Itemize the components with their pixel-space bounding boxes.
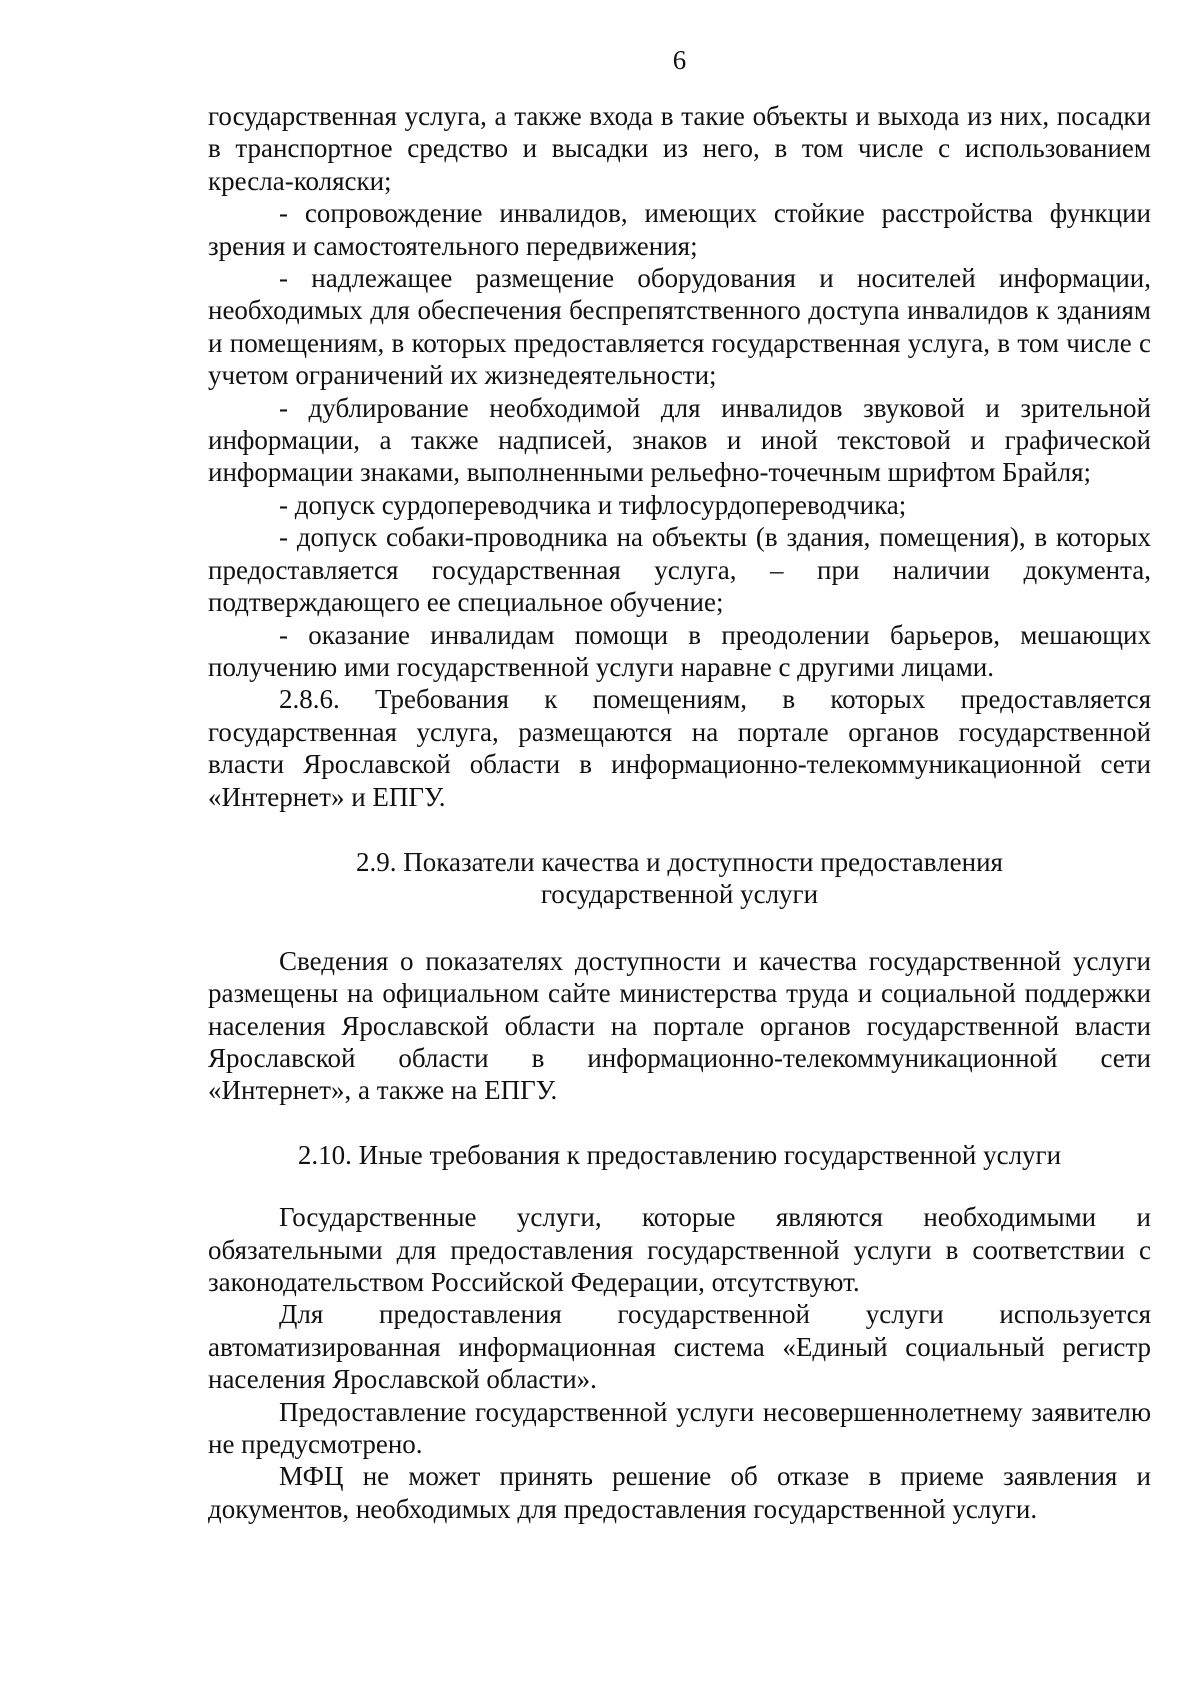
paragraph-2-10-mfc: МФЦ не может принять решение об отказе в приеме заявления и документов, необходимых для предоставления государственной услуги. [208,1461,1151,1524]
paragraph-continuation: государственная услуга, а также входа в такие объекты и выхода из них, посадки в транспортное средство и высадки из него, в том числе с использованием кресла-коляски; [208,101,1151,196]
paragraph-guide-dog: - допуск собаки-проводника на объекты (в здания, помещения), в которых предоставляется государственная услуга, – при наличии документа, подтверждающего ее специальное обучение; [208,522,1151,618]
page-number: 6 [672,45,687,75]
section-heading-2-9-line1: 2.9. Показатели качества и доступности предоставления [356,846,1003,877]
paragraph-2-9-info: Сведения о показателях доступности и качества государственной услуги размещены на официальном сайте министерства труда и социальной поддержки населения Ярославской области на портале органов государственной власти Ярославской области в информационно-телекоммуникационной сети «Интернет», а также на ЕПГУ. [208,945,1151,1106]
paragraph-sign-interpreter: - допуск сурдопереводчика и тифлосурдопереводчика; [279,489,907,520]
paragraph-barrier-assistance: - оказание инвалидам помощи в преодолении барьеров, мешающих получению ими государственной услуги наравне с другими лицами. [208,619,1151,682]
section-heading-2-9-line2: государственной услуги [540,879,819,910]
paragraph-equipment-placement: - надлежащее размещение оборудования и носителей информации, необходимых для обеспечения беспрепятственного доступа инвалидов к зданиям и помещениям, в которых предоставляется государственная услуга, в том числе с учетом ограничений их жизнедеятельности; [208,263,1151,391]
paragraph-2-10-minors: Предоставление государственной услуги несовершеннолетнему заявителю не предусмотрено. [208,1396,1151,1460]
paragraph-2-10-required-services: Государственные услуги, которые являются необходимыми и обязательными для предоставления государственной услуги в соответствии с законодательством Российской Федерации, отсутствуют. [208,1202,1151,1297]
paragraph-2-10-information-system: Для предоставления государственной услуги используется автоматизированная информационная система «Единый социальный регистр населения Ярославской области». [208,1299,1151,1395]
paragraph-escort: - сопровождение инвалидов, имеющих стойкие расстройства функции зрения и самостоятельного передвижения; [208,198,1151,261]
section-heading-2-10: 2.10. Иные требования к предоставлению государственной услуги [297,1139,1062,1170]
document-body [208,100,1151,1525]
paragraph-braille-duplication: - дублирование необходимой для инвалидов звуковой и зрительной информации, а также надписей, знаков и иной текстовой и графической информации знаками, выполненными рельефно-точечным шрифтом Брайля; [208,392,1151,488]
paragraph-2-8-6: 2.8.6. Требования к помещениям, в которых предоставляется государственная услуга, размещаются на портале органов государственной власти Ярославской области в информационно-телекоммуникационной сети «Интернет» и ЕПГУ. [208,684,1151,812]
section-heading-2-9 [208,846,1151,911]
